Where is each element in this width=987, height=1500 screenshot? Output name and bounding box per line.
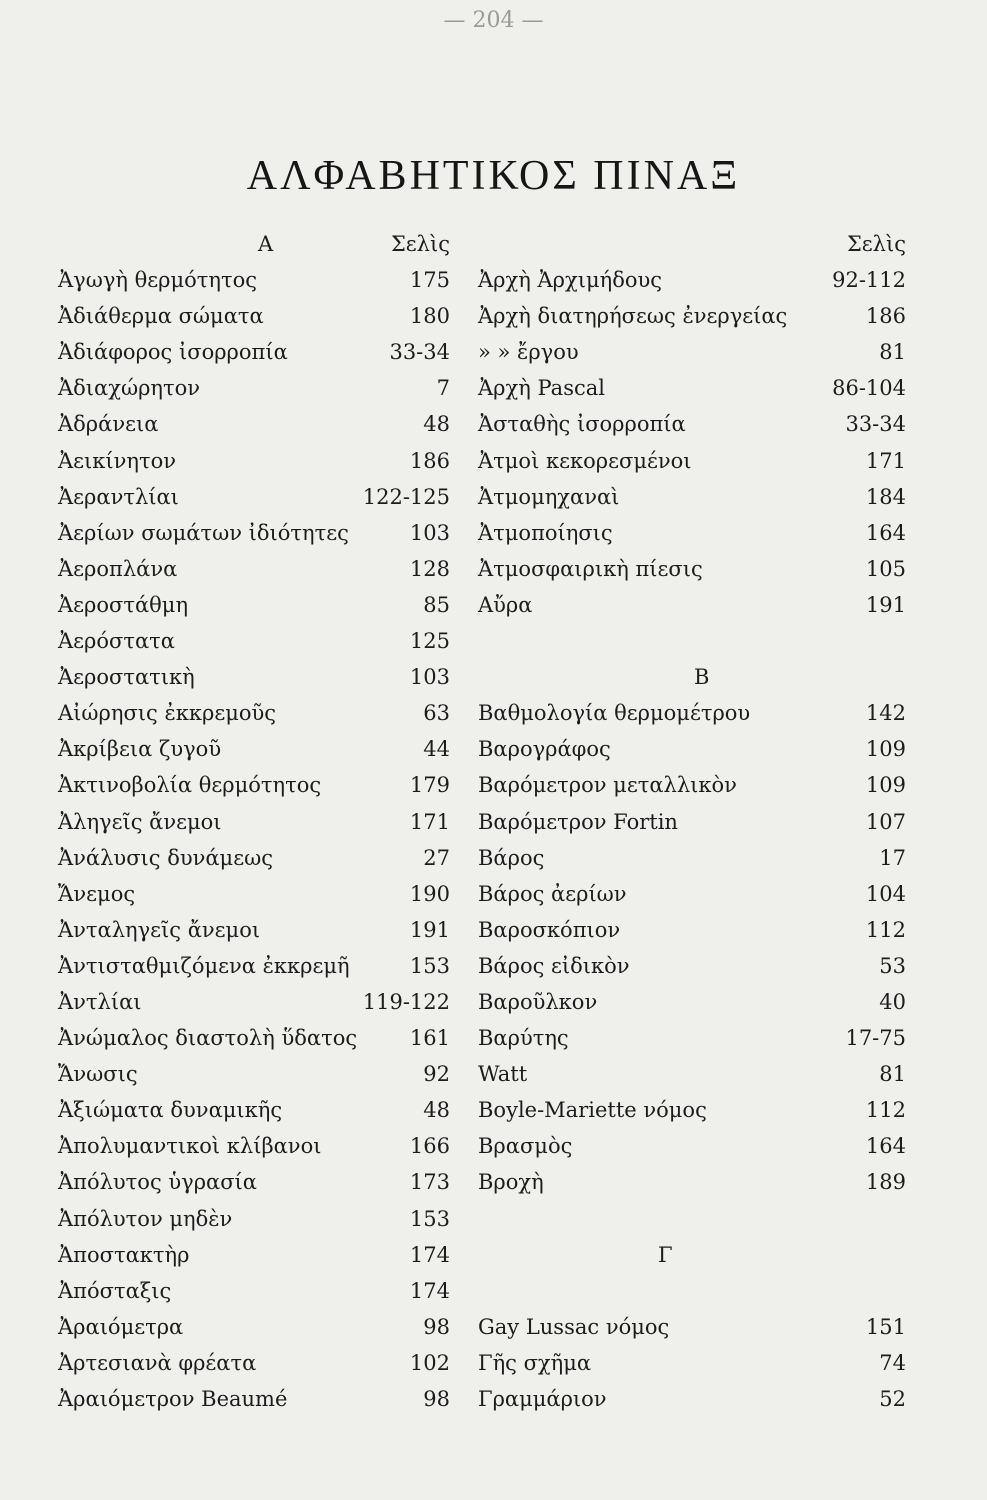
entry-term: Ἀραιόμετρον Beaumé	[58, 1387, 288, 1411]
index-entry	[478, 479, 906, 515]
entry-term: Βροχὴ	[478, 1170, 544, 1195]
entry-term: Ἀεροστάθμη	[58, 592, 189, 617]
entry-pages: 103	[409, 520, 450, 545]
entry-term: Ἀεροπλάνα	[58, 556, 178, 581]
entry-pages: 186	[409, 448, 450, 473]
page-title: ΑΛΦΑΒΗΤΙΚΟΣ ΠΙΝΑΞ	[246, 153, 741, 199]
column-header	[478, 226, 906, 262]
entry-term: Ἀδράνεια	[58, 412, 159, 437]
section-letter-beta: Β	[694, 665, 710, 690]
entry-pages: 48	[423, 412, 450, 437]
entry-term: Ἀνάλυσις δυνάμεως	[58, 845, 273, 870]
index-entry	[478, 551, 906, 587]
entry-term: Gay Lussac νόμος	[478, 1314, 670, 1339]
index-entry	[58, 1020, 450, 1056]
index-entry	[478, 298, 906, 334]
entry-pages: 109	[865, 737, 906, 762]
entry-term: Ἀρχὴ Pascal	[478, 376, 605, 401]
entry-pages: 33-34	[389, 340, 450, 365]
entry-pages: 81	[879, 340, 906, 365]
index-entry	[478, 1381, 906, 1417]
entry-pages: 191	[865, 592, 906, 617]
entry-pages: 92	[423, 1062, 450, 1087]
entry-term: Ἀτμοὶ κεκορεσμένοι	[478, 448, 692, 473]
index-entry	[58, 804, 450, 840]
entry-pages: 44	[423, 737, 450, 762]
index-entry	[478, 695, 906, 731]
entry-pages: 109	[865, 773, 906, 798]
entry-list-alpha-continued	[478, 262, 906, 623]
entry-term: Βαροσκόπιον	[478, 917, 621, 942]
entry-term: Boyle-Mariette νόμος	[478, 1098, 707, 1123]
index-entry	[58, 1309, 450, 1345]
index-entry	[478, 1128, 906, 1164]
index-entry	[478, 948, 906, 984]
index-entry	[58, 587, 450, 623]
entry-term: Ἀδιαχώρητον	[58, 376, 201, 401]
index-entry	[478, 984, 906, 1020]
index-entry	[58, 551, 450, 587]
index-entry	[58, 1092, 450, 1128]
entry-pages: 166	[409, 1134, 450, 1159]
index-entry	[58, 1056, 450, 1092]
page-column-label: Σελὶς	[846, 232, 906, 256]
entry-term: Ἀεικίνητον	[58, 448, 177, 473]
index-entry	[478, 1092, 906, 1128]
entry-term: Βρασμὸς	[478, 1134, 573, 1159]
entry-term: Ἀερίων σωμάτων ἰδιότητες	[58, 520, 349, 545]
entry-pages: 128	[409, 556, 450, 581]
entry-term: Αὔρα	[478, 592, 533, 617]
index-entry	[478, 515, 906, 551]
index-entry	[58, 298, 450, 334]
entry-term: Ἀδιάθερμα σώματα	[58, 304, 264, 329]
entry-term: Ἀρχὴ διατηρήσεως ἐνεργείας	[478, 304, 788, 329]
entry-pages: 153	[409, 1206, 450, 1231]
index-entry	[478, 1020, 906, 1056]
entry-pages: 191	[409, 917, 450, 942]
index-entry	[58, 1164, 450, 1200]
entry-term: Βαθμολογία θερμομέτρου	[478, 701, 751, 726]
section-header-beta	[478, 623, 906, 659]
entry-pages: 180	[409, 304, 450, 329]
index-entry	[58, 840, 450, 876]
entry-pages: 102	[409, 1350, 450, 1375]
index-entry	[58, 623, 450, 659]
entry-term: Ἀπολυμαντικοὶ κλίβανοι	[58, 1134, 322, 1159]
index-entry	[478, 731, 906, 767]
entry-pages: 103	[409, 665, 450, 690]
entry-term: Βάρος εἰδικὸν	[478, 953, 630, 978]
index-entry	[478, 1345, 906, 1381]
entry-term: Ἀνώμαλος διαστολὴ ὕδατος	[58, 1026, 358, 1051]
entry-pages: 85	[423, 592, 450, 617]
entry-term: Ἀγωγὴ θερμότητος	[58, 268, 258, 293]
index-entry	[478, 262, 906, 298]
entry-pages: 112	[865, 1098, 906, 1123]
page-number: — 204 —	[443, 8, 544, 33]
entry-term: Βαρύτης	[478, 1026, 569, 1051]
entry-pages: 17	[879, 845, 906, 870]
index-entry	[58, 731, 450, 767]
entry-term: Ἀερόστατα	[58, 629, 175, 654]
index-entry	[58, 876, 450, 912]
entry-term: Βάρος	[478, 845, 545, 870]
entry-pages: 98	[423, 1314, 450, 1339]
index-entry	[58, 479, 450, 515]
index-entry	[58, 1128, 450, 1164]
entry-term: Ἀκρίβεια ζυγοῦ	[58, 737, 222, 762]
page-column-label: Σελὶς	[390, 232, 450, 256]
entry-pages: 186	[865, 304, 906, 329]
index-entry	[478, 443, 906, 479]
entry-pages: 63	[423, 701, 450, 726]
entry-pages: 7	[436, 376, 450, 401]
entry-term: Ἀρχὴ Ἀρχιμήδους	[478, 268, 663, 293]
index-entry	[58, 406, 450, 442]
entry-term: Ἄνωσις	[58, 1062, 138, 1087]
index-entry	[58, 659, 450, 695]
index-entry	[58, 1201, 450, 1237]
index-column-left	[58, 226, 450, 1417]
entry-pages: 189	[865, 1170, 906, 1195]
entry-term: Ἀκτινοβολία θερμότητος	[58, 773, 322, 798]
section-letter-gamma: Γ	[658, 1242, 673, 1267]
index-entry	[58, 443, 450, 479]
entry-pages: 105	[865, 556, 906, 581]
entry-pages: 119-122	[362, 989, 450, 1014]
entry-pages: 171	[409, 809, 450, 834]
section-header-beta-row	[478, 659, 906, 695]
entry-term: Ἀτμομηχαναὶ	[478, 484, 620, 509]
entry-term: Ἀρτεσιανὰ φρέατα	[58, 1350, 257, 1375]
entry-term: Ἀξιώματα δυναμικῆς	[58, 1098, 283, 1123]
index-entry	[58, 984, 450, 1020]
entry-pages: 122-125	[362, 484, 450, 509]
entry-pages: 164	[865, 520, 906, 545]
entry-list-alpha	[58, 262, 450, 1417]
index-entry	[58, 1273, 450, 1309]
index-entry	[58, 334, 450, 370]
entry-pages: 92-112	[832, 268, 906, 293]
section-header-gamma	[478, 1237, 906, 1273]
index-entry	[58, 1381, 450, 1417]
index-entry	[58, 370, 450, 406]
index-column-right	[478, 226, 906, 1417]
entry-term: Ἀληγεῖς ἄνεμοι	[58, 809, 222, 834]
entry-term: » » ἔργου	[478, 340, 579, 365]
entry-list-gamma	[478, 1309, 906, 1417]
section-spacer	[478, 1201, 906, 1237]
entry-term: Ἀραιόμετρα	[58, 1314, 184, 1339]
entry-pages: 190	[409, 881, 450, 906]
entry-pages: 17-75	[845, 1026, 906, 1051]
entry-pages: 151	[865, 1314, 906, 1339]
entry-term: Βαρόμετρον Fortin	[478, 809, 678, 834]
entry-term: Αἰώρησις ἐκκρεμοῦς	[58, 701, 277, 726]
entry-list-beta	[478, 695, 906, 1200]
index-entry	[58, 262, 450, 298]
index-entry	[478, 406, 906, 442]
entry-pages: 174	[409, 1242, 450, 1267]
index-entry	[478, 587, 906, 623]
index-entry	[478, 876, 906, 912]
index-entry	[58, 1237, 450, 1273]
entry-term: Ἀτμοποίησις	[478, 520, 613, 545]
entry-pages: 173	[409, 1170, 450, 1195]
entry-pages: 48	[423, 1098, 450, 1123]
entry-pages: 74	[879, 1350, 906, 1375]
entry-pages: 184	[865, 484, 906, 509]
entry-term: Watt	[478, 1062, 528, 1087]
index-entry	[58, 1345, 450, 1381]
entry-pages: 104	[865, 881, 906, 906]
entry-term: Ἀεροστατικὴ	[58, 665, 195, 690]
entry-pages: 161	[409, 1026, 450, 1051]
entry-pages: 81	[879, 1062, 906, 1087]
entry-term: Βαροῦλκον	[478, 989, 598, 1014]
entry-term: Ἀντλίαι	[58, 989, 142, 1014]
entry-pages: 175	[409, 268, 450, 293]
entry-term: Ἀπόσταξις	[58, 1278, 172, 1303]
index-entry	[478, 370, 906, 406]
entry-pages: 107	[865, 809, 906, 834]
section-spacer	[478, 1273, 906, 1309]
entry-pages: 125	[409, 629, 450, 654]
entry-pages: 153	[409, 953, 450, 978]
index-entry	[478, 1309, 906, 1345]
section-letter-alpha: Α	[258, 232, 274, 256]
entry-pages: 142	[865, 701, 906, 726]
entry-pages: 40	[879, 989, 906, 1014]
index-entry	[478, 1164, 906, 1200]
entry-pages: 179	[409, 773, 450, 798]
entry-term: Ἀσταθὴς ἰσορροπία	[478, 412, 686, 437]
entry-pages: 171	[865, 448, 906, 473]
entry-term: Βαρόμετρον μεταλλικὸν	[478, 773, 737, 798]
entry-pages: 98	[423, 1387, 450, 1411]
entry-term: Ἀντισταθμιζόμενα ἐκκρεμῆ	[58, 953, 350, 978]
index-entry	[478, 912, 906, 948]
index-entry	[58, 912, 450, 948]
entry-term: Ἀπόλυτον μηδὲν	[58, 1206, 233, 1231]
entry-pages: 174	[409, 1278, 450, 1303]
entry-pages: 112	[865, 917, 906, 942]
entry-term: Ἀπόλυτος ὑγρασία	[58, 1170, 257, 1195]
entry-pages: 164	[865, 1134, 906, 1159]
entry-term: Ἀποστακτὴρ	[58, 1242, 190, 1267]
index-entry	[478, 767, 906, 803]
index-entry	[58, 515, 450, 551]
column-header	[58, 226, 450, 262]
entry-pages: 53	[879, 953, 906, 978]
index-entry	[478, 334, 906, 370]
index-entry	[58, 695, 450, 731]
index-entry	[478, 804, 906, 840]
entry-term: Ἀδιάφορος ἰσορροπία	[58, 340, 288, 365]
entry-term: Βαρογράφος	[478, 737, 611, 762]
entry-pages: 27	[423, 845, 450, 870]
index-entry	[58, 948, 450, 984]
index-entry	[58, 767, 450, 803]
index-entry	[478, 840, 906, 876]
entry-term: Ἀτμοσφαιρικὴ πίεσις	[478, 556, 703, 581]
entry-term: Ἄνεμος	[58, 881, 136, 906]
entry-term: Γραμμάριον	[478, 1387, 607, 1411]
entry-term: Βάρος ἀερίων	[478, 881, 627, 906]
index-entry	[478, 1056, 906, 1092]
entry-pages: 52	[879, 1387, 906, 1411]
entry-term: Γῆς σχῆμα	[478, 1350, 592, 1375]
entry-term: Ἀνταληγεῖς ἄνεμοι	[58, 917, 261, 942]
entry-pages: 86-104	[832, 376, 906, 401]
entry-pages: 33-34	[845, 412, 906, 437]
entry-term: Ἀεραντλίαι	[58, 484, 179, 509]
